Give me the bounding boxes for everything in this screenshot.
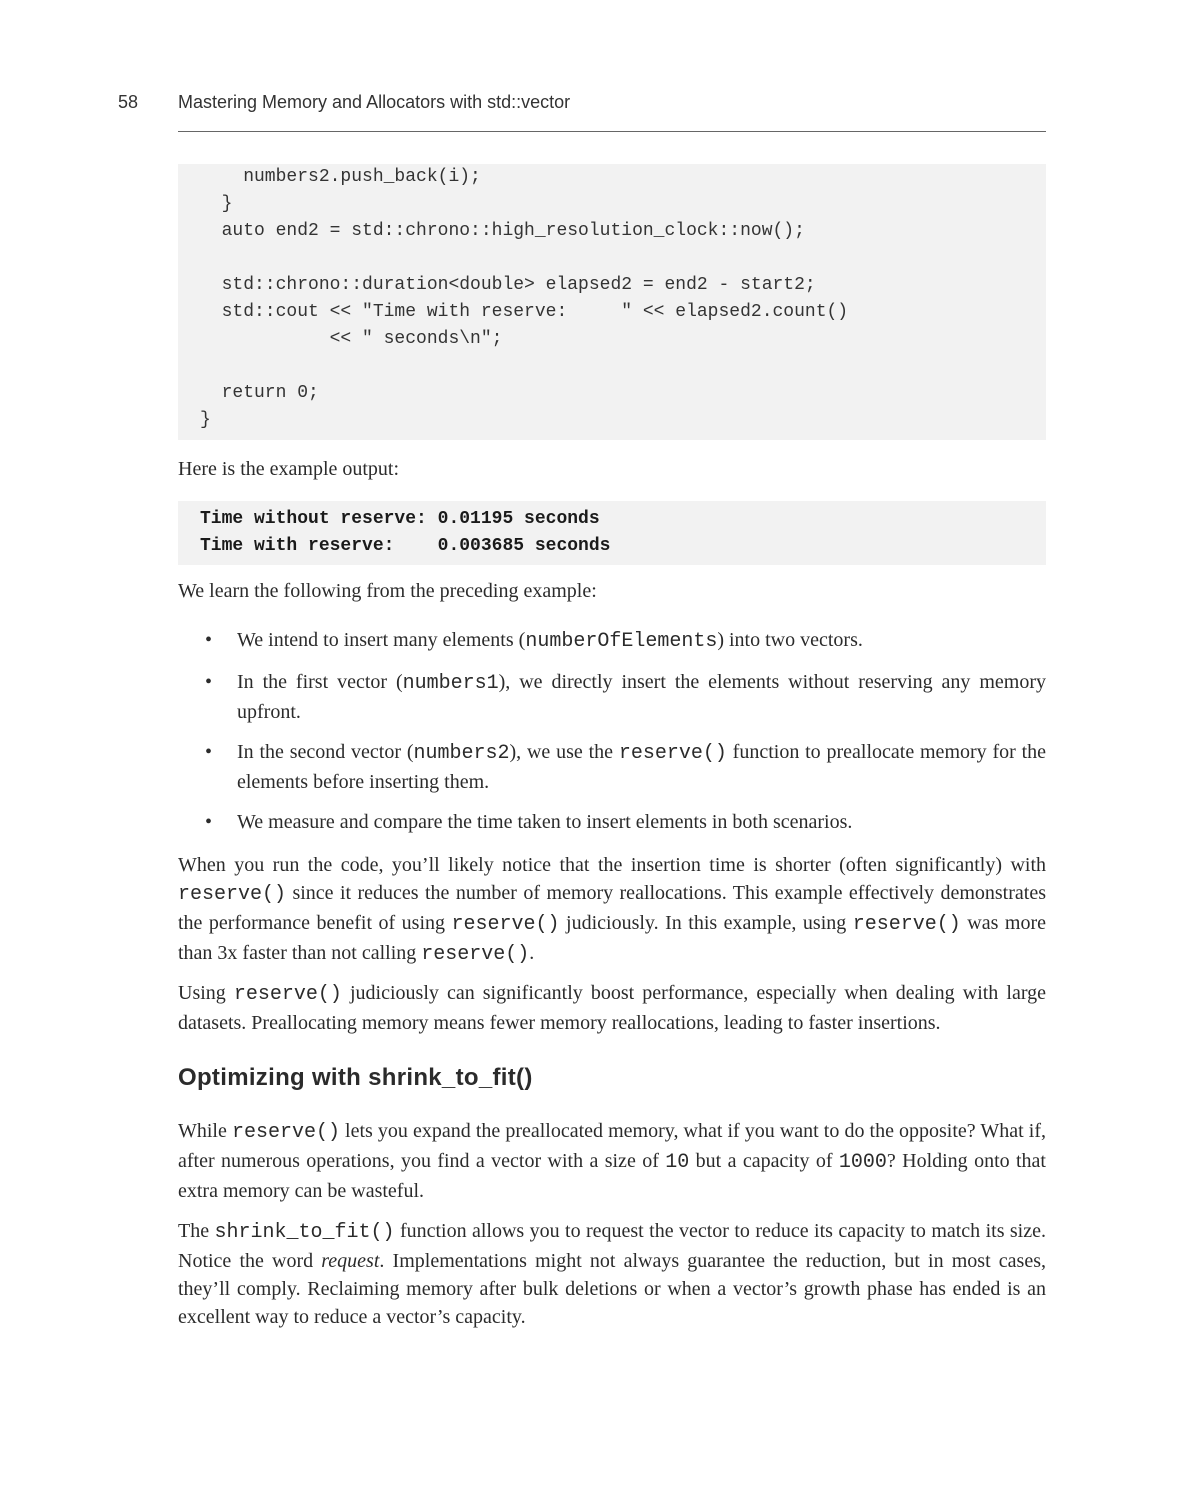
page-number: 58 bbox=[118, 92, 139, 112]
code-line: std::chrono::duration<double> elapsed2 = end2 - start2; bbox=[200, 275, 816, 295]
output-line: Time without reserve: 0.01195 seconds bbox=[200, 509, 600, 529]
text-run: While bbox=[178, 1120, 232, 1142]
paragraph-summary bbox=[178, 979, 1046, 1037]
inline-code: 1000 bbox=[838, 1151, 887, 1174]
bullet-dot: • bbox=[205, 811, 213, 833]
text-run: The bbox=[178, 1220, 215, 1242]
inline-code: reserve() bbox=[178, 883, 287, 906]
code-line: << " seconds\n"; bbox=[200, 329, 503, 349]
code-block bbox=[178, 164, 1046, 440]
inline-code: numbers1 bbox=[402, 672, 499, 695]
bullet-text: function to preallocate memory for the elements before inserting them. bbox=[237, 741, 1047, 793]
bullet-item bbox=[178, 738, 1046, 796]
code-line: return 0; bbox=[200, 383, 319, 403]
bullet-dot: • bbox=[205, 629, 213, 651]
code-line bbox=[200, 245, 1046, 272]
text-run: Using bbox=[178, 982, 234, 1004]
text-run: judiciously. In this example, using bbox=[559, 912, 853, 934]
bullet-list bbox=[178, 626, 1046, 848]
bullet-text: ), we directly insert the elements without reserving any memory upfront. bbox=[237, 671, 1046, 723]
paragraph-shrink-intro bbox=[178, 1117, 1046, 1205]
text-run: lets you expand the preallocated memory, what if you want to do the opposite? What if, after numerous operations, you find a vector with a size of bbox=[178, 1120, 1046, 1172]
inline-code: 10 bbox=[665, 1151, 690, 1174]
output-line: Time with reserve: 0.003685 seconds bbox=[200, 536, 611, 556]
text-run: but a capacity of bbox=[689, 1150, 839, 1172]
bullet-item bbox=[178, 626, 1046, 656]
learn-intro: We learn the following from the preceding example: bbox=[178, 580, 597, 602]
inline-code: shrink_to_fit() bbox=[214, 1221, 395, 1244]
bullet-item bbox=[178, 808, 1046, 836]
inline-code: reserve() bbox=[421, 943, 530, 966]
text-run: . bbox=[529, 942, 535, 964]
text-run: since it reduces the number of memory reallocations. This example effectively demonstrates the performance benefit of using bbox=[178, 882, 1046, 934]
text-run: was more than 3x faster than not calling bbox=[178, 912, 1046, 964]
header-rule bbox=[178, 131, 1046, 132]
paragraph-shrink-details bbox=[178, 1217, 1046, 1331]
bullet-text: We intend to insert many elements ( bbox=[237, 629, 526, 651]
output-intro: Here is the example output: bbox=[178, 458, 400, 480]
code-line: numbers2.push_back(i); bbox=[200, 167, 481, 187]
bullet-dot: • bbox=[205, 671, 213, 693]
code-line: } bbox=[200, 410, 211, 430]
bullet-item bbox=[178, 668, 1046, 726]
bullet-text: ) into two vectors. bbox=[717, 629, 863, 651]
paragraph-results bbox=[178, 851, 1046, 969]
text-run: ? Holding onto that extra memory can be wasteful. bbox=[178, 1150, 1046, 1202]
bullet-text: ), we use the bbox=[509, 741, 619, 763]
inline-code: numberOfElements bbox=[525, 630, 718, 653]
code-line: std::cout << "Time with reserve: " << elapsed2.count() bbox=[200, 302, 849, 322]
running-title: Mastering Memory and Allocators with std::vector bbox=[178, 92, 571, 112]
text-run: . Implementations might not always guarantee the reduction, but in most cases, they’ll comply. Reclaiming memory after bulk deletions or when a vector’s growth phase has ended is an excellent way to reduce a vector’s capacity. bbox=[178, 1250, 1046, 1328]
text-run: judiciously can significantly boost performance, especially when dealing with large datasets. Preallocating memory means fewer memory reallocations, leading to faster insertions. bbox=[178, 982, 1046, 1034]
bullet-dot: • bbox=[205, 741, 213, 763]
text-run: function allows you to request the vector to reduce its capacity to match its size. Notice the word bbox=[178, 1220, 1046, 1272]
section-heading: Optimizing with shrink_to_fit() bbox=[178, 1064, 533, 1091]
bullet-text: We measure and compare the time taken to insert elements in both scenarios. bbox=[237, 811, 853, 833]
inline-code: reserve() bbox=[451, 913, 560, 936]
emphasis: request bbox=[321, 1250, 380, 1272]
code-line bbox=[200, 353, 1046, 380]
inline-code: reserve() bbox=[233, 983, 342, 1006]
text-run: When you run the code, you’ll likely notice that the insertion time is shorter (often significantly) with bbox=[178, 854, 1046, 876]
inline-code: reserve() bbox=[231, 1121, 340, 1144]
bullet-text: In the second vector ( bbox=[237, 741, 414, 763]
page-header bbox=[118, 92, 1046, 132]
output-block bbox=[178, 501, 1046, 565]
inline-code: reserve() bbox=[618, 742, 727, 765]
code-line: auto end2 = std::chrono::high_resolution_clock::now(); bbox=[200, 221, 805, 241]
inline-code: reserve() bbox=[852, 913, 961, 936]
inline-code: numbers2 bbox=[413, 742, 510, 765]
code-line: } bbox=[200, 194, 233, 214]
bullet-text: In the first vector ( bbox=[237, 671, 403, 693]
